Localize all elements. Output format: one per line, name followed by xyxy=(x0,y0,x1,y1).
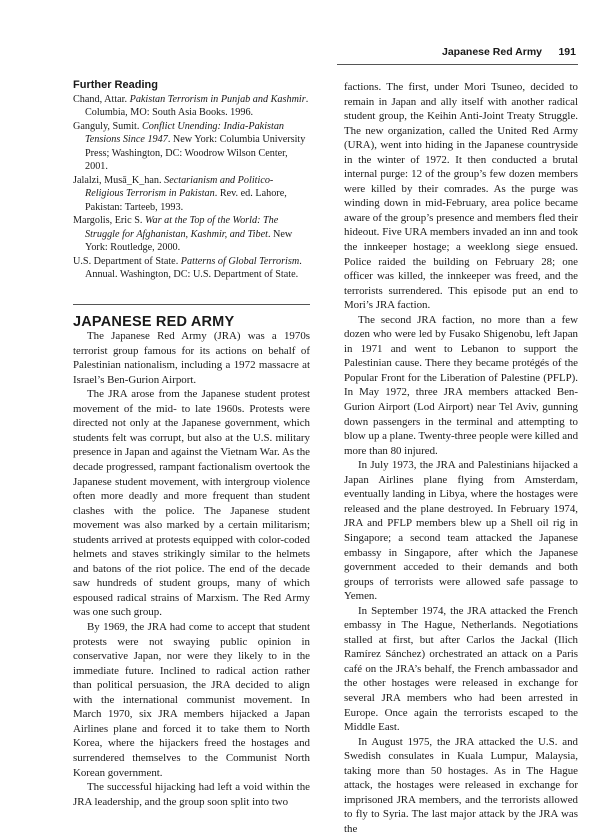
reference-author: Chand, Attar. xyxy=(73,93,130,105)
reference-details: . Rev. ed. Lahore, Pakistan: Tarteeb, 1993. xyxy=(85,188,287,213)
reference-details: . New York: Routledge, 2000. xyxy=(85,228,293,254)
reference-title: Patterns of Global Terrorism xyxy=(180,255,300,267)
body-paragraph: In September 1974, the JRA attacked the French embassy in The Hague, Netherlands. Negotiations stalled at first, but after Carlos the Jackal (Ilich Ramírez Sánchez) orchestrated an attack on a Paris café on the JRA’s behalf, the French ambassador and the other hostages were released in exchange for several JRA members who had been arrested in Europe. Once again the terrorists escaped to the Middle East. xyxy=(344,604,578,734)
reference-entry xyxy=(73,93,310,120)
body-paragraph: By 1969, the JRA had come to accept that student protests were not swaying public opinion in conservative Japan, nor were they likely to in the immediate future. Inclined to radical action rather than political persuasion, the JRA decided to align with the international communist movement. In March 1970, six JRA members hijacked a Japan Airlines plane and forced it to take them to North Korea, where the hijackers freed the hostages and surrendered themselves to the Communist North Korean government. xyxy=(73,621,310,779)
body-paragraph: The successful hijacking had left a void within the JRA leadership, and the group soon split into two xyxy=(73,781,310,808)
reference-entry xyxy=(73,120,310,174)
body-paragraph: The second JRA faction, no more than a few dozen who were led by Fusako Shigenobu, left Japan in 1971 and went to Lebanon to support the Palestinian cause. There they became protégés of the Popular Front for the Liberation of Palestine (PFLP). In May 1972, three JRA members attacked Ben-Gurion Airport (Lod Airport) near Tel Aviv, gunning down passengers in the terminal and attempting to blow up a plane. Twenty-three people were killed and more than 80 injured. xyxy=(344,313,579,457)
reference-details: . New York: Columbia University Press; Washington, DC: Woodrow Wilson Center, 2001. xyxy=(85,134,306,173)
page-number: 191 xyxy=(558,46,576,58)
reference-title: Pakistan Terrorism in Punjab and Kashmir xyxy=(129,93,306,105)
reference-details: . Columbia, MO: South Asia Books. 1996. xyxy=(85,93,309,119)
section-rule xyxy=(73,304,310,305)
reference-author: U.S. Department of State. xyxy=(73,255,181,267)
reference-author: Ganguly, Sumit. xyxy=(73,120,142,132)
reference-entry xyxy=(73,174,310,215)
reference-title: Sectarianism and Politico-Religious Terrorism in Pakistan xyxy=(85,174,274,200)
body-paragraph-continued: factions. The first, under Mori Tsuneo, decided to remain in Japan and ally itself with another radical student group, the Keihin Anti-Joint Treaty Struggle. The new organization, called the United Red Army (URA), went into hiding in the Japanese countryside in the winter of 1972. It then conducted a brutal internal purge: 12 of the group’s few dozen members were killed by their comrades. As the purge was winding down in mid-February, area police became aware of the group’s presence and members fled their hideout. Five URA members invaded an inn and took the innkeeper hostage; a weeklong siege ensued. Police raided the building on February 28; one officer was killed, the innkeeper was freed, and the terrorists surrendered. This episode put an end to Mori’s JRA faction. xyxy=(344,81,578,312)
reference-author: Jalalzi, Musā_K_han. xyxy=(73,174,165,186)
reference-author: Margolis, Eric S. xyxy=(73,215,145,227)
reference-title: Conflict Unending: India-Pakistan Tensions Since 1947 xyxy=(85,120,285,146)
running-head-rule xyxy=(337,64,578,65)
running-head xyxy=(0,40,614,64)
body-paragraph: The Japanese Red Army (JRA) was a 1970s terrorist group famous for its actions on behalf of Palestinian nationalism, including a 1972 massacre at Israel’s Ben-Gurion Airport. xyxy=(73,330,310,386)
reference-entry xyxy=(73,214,310,255)
section-title: JAPANESE RED ARMY xyxy=(73,313,235,330)
running-head-title: Japanese Red Army xyxy=(442,46,542,58)
reference-details: . Annual. Washington, DC: U.S. Department of State. xyxy=(85,255,302,281)
further-reading-heading: Further Reading xyxy=(73,79,158,91)
reference-title: War at the Top of the World: The Struggle for Afghanistan, Kashmir, and Tibet xyxy=(85,215,279,240)
body-paragraph: In August 1975, the JRA attacked the U.S. and Swedish consulates in Kuala Lumpur, Malaysia, taking more than 50 hostages. As in The Hague attack, the hostages were released in exchange for imprisoned JRA members, and the terrorists allowed to fly to Syria. The last major attack by the JRA was the xyxy=(344,735,578,835)
body-paragraph: The JRA arose from the Japanese student protest movement of the mid- to late 1960s. Protests were directed not only at the Japanese government, which students felt was corrupt, but also at the U.S. military presence in Japan and against the Vietnam War. As the decade progressed, rampant factionalism overtook the Japanese student movement, with intergroup violence often more deadly and more frequent than student clashes with the police. The Japanese student movement was also marked by a certain militarism; students arrived at protests equipped with color-coded helmets and staves strikingly similar to the helmets and batons of the riot police. The end of the decade saw hundreds of student groups, many of which espoused radical strains of Marxism. The Red Army was one such group. xyxy=(73,388,310,619)
right-column xyxy=(344,80,578,836)
reference-entry xyxy=(73,255,310,282)
body-paragraph: In July 1973, the JRA and Palestinians hijacked a Japan Airlines plane flying from Amsterdam, eventually landing in Libya, where the hostages were released and the plane destroyed. In February 1974, JRA and PFLP members blew up a Shell oil rig in Singapore; a second team attacked the Japanese embassy in Singapore, after which the Japanese government acceded to their demands and both groups of terrorists were allowed safe passage to Yemen. xyxy=(344,459,578,603)
left-column xyxy=(73,78,310,809)
